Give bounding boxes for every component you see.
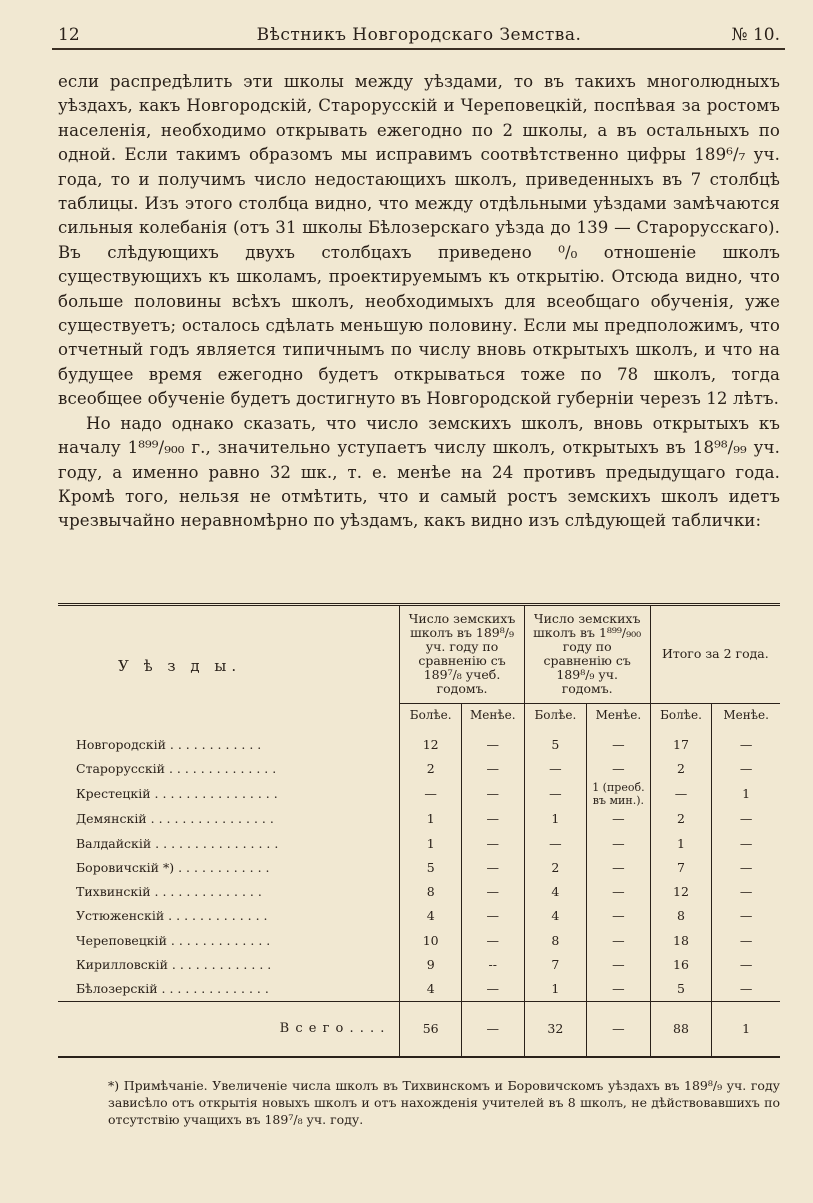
table-cell: — (712, 977, 780, 1002)
table-row (58, 855, 780, 879)
table-cell: — (587, 807, 651, 831)
table-cell: — (587, 756, 651, 780)
row-uezd-name (58, 831, 400, 855)
table-cell: 12 (400, 726, 462, 756)
table-row (58, 879, 780, 903)
table-cell: 16 (650, 952, 712, 976)
leader-dots: . . . . . . . . . . . . . (167, 957, 272, 973)
row-uezd-name (58, 756, 400, 780)
table-cell: — (712, 831, 780, 855)
table-cell: 1 (400, 807, 462, 831)
subheader-less: Менѣе. (712, 703, 780, 726)
table-cell: — (461, 928, 524, 952)
row-uezd-name (58, 855, 400, 879)
leader-dots: . . . . . . . . . . . . . . (150, 884, 262, 900)
uezd-name: Демянскій (76, 811, 147, 827)
table-cell: — (650, 781, 712, 807)
row-uezd-name (58, 904, 400, 928)
total-cell: — (461, 1001, 524, 1057)
total-cell: — (587, 1001, 651, 1057)
table-cell: 4 (400, 977, 462, 1002)
page-number: 12 (58, 25, 80, 45)
table-cell: 5 (524, 726, 586, 756)
table-cell: 4 (400, 904, 462, 928)
table-cell: 1 (400, 831, 462, 855)
table-cell: — (712, 756, 780, 780)
uezd-name: Устюженскій (76, 908, 165, 924)
table-cell: 1 (преоб. въ мин.). (587, 781, 651, 807)
leader-dots: . . . . . . . . . . . . . . . . (151, 835, 279, 851)
table-cell: — (587, 726, 651, 756)
uezd-name: Бѣлозерскій (76, 981, 158, 997)
table-row (58, 928, 780, 952)
uezd-name: Старорусскій (76, 760, 165, 776)
table-cell: — (461, 781, 524, 807)
table-cell: — (712, 726, 780, 756)
total-cell: 56 (400, 1001, 462, 1057)
page-header (58, 22, 780, 48)
leader-dots: . . . . . . . . . . . . . . . . (146, 811, 274, 827)
table-cell: — (400, 781, 462, 807)
row-uezd-name (58, 928, 400, 952)
table-cell: — (587, 879, 651, 903)
table-cell: 4 (524, 904, 586, 928)
table-row (58, 952, 780, 976)
table-cell: -- (461, 952, 524, 976)
row-uezd-name (58, 977, 400, 1002)
table-cell: 18 (650, 928, 712, 952)
footnote-text: *) Примѣчаніе. Увеличеніе числа школъ въ Тихвинскомъ и Боровичскомъ уѣздахъ въ 189⁸/₉ уч. году зависѣло отъ открытія новыхъ школъ и отъ нахожденія учителей въ 8 школъ, не дѣйствовавшихъ по отсутствію учащихъ въ 189⁷/₈ уч. году. (108, 1078, 780, 1127)
table-cell: 10 (400, 928, 462, 952)
issue-number: № 10. (731, 25, 780, 45)
table-cell: — (461, 831, 524, 855)
table-cell: — (461, 977, 524, 1002)
table-cell: 2 (400, 756, 462, 780)
uezd-name: Тихвинскій (76, 884, 151, 900)
subheader-more: Болѣе. (650, 703, 712, 726)
table-row (58, 781, 780, 807)
table-cell: — (712, 952, 780, 976)
table-cell: 8 (524, 928, 586, 952)
table-cell: — (712, 879, 780, 903)
uezd-name: Боровичскій *) (76, 859, 175, 875)
leader-dots: . . . . . . . . . . . . (174, 859, 270, 875)
column-header-group-3: Итого за 2 года. (650, 605, 780, 704)
leader-dots: . . . . . . . . . . . . . . (157, 981, 269, 997)
column-header-group-1: Число земскихъ школъ въ 189⁸/₉ уч. году по сравненію съ 189⁷/₈ учеб. годомъ. (400, 605, 524, 704)
table-row (58, 831, 780, 855)
row-uezd-name (58, 879, 400, 903)
leader-dots: . . . . . . . . . . . . . (166, 932, 271, 948)
table-cell: — (524, 756, 586, 780)
table-cell: 1 (524, 807, 586, 831)
table-body (58, 726, 780, 1001)
total-cell: 32 (524, 1001, 586, 1057)
subheader-less: Менѣе. (587, 703, 651, 726)
table-cell: — (587, 928, 651, 952)
table-cell: — (461, 904, 524, 928)
table-cell: — (524, 831, 586, 855)
table-row (58, 756, 780, 780)
table-cell: — (712, 928, 780, 952)
table-cell: — (587, 855, 651, 879)
paragraph-2: Но надо однако сказать, что число земскихъ школъ, вновь открытыхъ къ началу 1⁸⁹⁹/₉₀₀ г., значительно уступаетъ числу школъ, открытыхъ въ 18⁹⁸/₉₉ уч. году, а именно равно 32 шк., т. е. менѣе на 24 противъ предыдущаго года. Кромѣ того, нельзя не отмѣтить, что и самый ростъ земскихъ школъ идетъ чрезвычайно неравномѣрно по уѣздамъ, какъ видно изъ слѣдующей таблички: (58, 413, 780, 531)
table-cell: 2 (650, 756, 712, 780)
table-cell: 2 (524, 855, 586, 879)
table-cell: — (587, 904, 651, 928)
table-total-row (58, 1001, 780, 1057)
leader-dots: . . . . . . . . . . . . . (164, 908, 268, 924)
row-uezd-name (58, 726, 400, 756)
total-cell: 1 (712, 1001, 780, 1057)
leader-dots: . . . . . . . . . . . . (165, 736, 262, 752)
table-cell: 5 (650, 977, 712, 1002)
column-header-uezdy: У ѣ з д ы. (58, 605, 400, 727)
table-cell: 1 (712, 781, 780, 807)
schools-table (58, 603, 780, 1058)
table-cell: — (712, 807, 780, 831)
table-cell: 8 (650, 904, 712, 928)
table-cell: 17 (650, 726, 712, 756)
table-row (58, 726, 780, 756)
uezd-name: Новгородскій (76, 736, 166, 752)
table-cell: 12 (650, 879, 712, 903)
body-text (58, 70, 780, 534)
table-cell: — (712, 855, 780, 879)
table-cell: 7 (650, 855, 712, 879)
table-cell: 9 (400, 952, 462, 976)
row-uezd-name (58, 807, 400, 831)
table-cell: 5 (400, 855, 462, 879)
leader-dots: . . . . . . . . . . . . . . . . (150, 786, 278, 802)
subheader-more: Болѣе. (524, 703, 586, 726)
table-row (58, 807, 780, 831)
table-cell: — (461, 879, 524, 903)
uezd-name: Крестецкій (76, 786, 151, 802)
table-cell: — (587, 831, 651, 855)
total-label: В с е г о . . . . (58, 1001, 400, 1057)
table-cell: — (461, 726, 524, 756)
table-cell: 4 (524, 879, 586, 903)
column-header-group-2: Число земскихъ школъ въ 1⁸⁹⁹/₉₀₀ году по сравненію съ 189⁸/₉ уч. годомъ. (524, 605, 650, 704)
table-cell: 1 (524, 977, 586, 1002)
total-cell: 88 (650, 1001, 712, 1057)
row-uezd-name (58, 781, 400, 807)
table-cell: — (461, 855, 524, 879)
leader-dots: . . . . . . . . . . . . . . (164, 760, 277, 776)
uezd-name: Кирилловскій (76, 957, 168, 973)
table-cell: 2 (650, 807, 712, 831)
table-cell: 1 (650, 831, 712, 855)
journal-title: Вѣстникъ Новгородскаго Земства. (256, 25, 582, 45)
uezd-name: Валдайскій (76, 835, 152, 851)
table-row (58, 977, 780, 1002)
table-cell: 8 (400, 879, 462, 903)
table-cell: — (524, 781, 586, 807)
table-cell: — (587, 952, 651, 976)
row-uezd-name (58, 952, 400, 976)
subheader-less: Менѣе. (461, 703, 524, 726)
table-cell: — (461, 807, 524, 831)
table-cell: 7 (524, 952, 586, 976)
table-header-row (58, 605, 780, 704)
paragraph-1: если распредѣлить эти школы между уѣздами, то въ такихъ многолюдныхъ уѣздахъ, какъ Новгородскій, Старорусскій и Череповецкій, поспѣвая за ростомъ населенія, необходимо открывать ежегодно по 2 школы, а въ остальныхъ по одной. Если такимъ образомъ мы исправимъ соотвѣтственно цифры 189⁶/₇ уч. года, то и получимъ число недостающихъ школъ, приведенныхъ въ 7 столбцѣ таблицы. Изъ этого столбца видно, что между отдѣльными уѣздами замѣчаются сильныя колебанія (отъ 31 школы Бѣлозерскаго уѣзда до 139 — Старорусскаго). Въ слѣдующихъ двухъ столбцахъ приведено ⁰/₀ отношеніе школъ существующихъ къ школамъ, проектируемымъ къ открытію. Отсюда видно, что больше половины всѣхъ школъ, необходимыхъ для всеобщаго обученія, уже существуетъ; осталось сдѣлать меньшую половину. Если мы предположимъ, что отчетный годъ является типичнымъ по числу вновь открытыхъ школъ, и что на будущее время ежегодно будетъ открываться тоже по 78 школъ, тогда всеобщее обученіе будетъ достигнуто въ Новгородской губерніи черезъ 12 лѣтъ. (58, 72, 780, 409)
footnote (58, 1077, 780, 1128)
table-cell: — (587, 977, 651, 1002)
table-cell: — (712, 904, 780, 928)
table-cell: — (461, 756, 524, 780)
subheader-more: Болѣе. (400, 703, 462, 726)
uezd-name: Череповецкій (76, 932, 167, 948)
table-row (58, 904, 780, 928)
header-rule (52, 48, 785, 50)
